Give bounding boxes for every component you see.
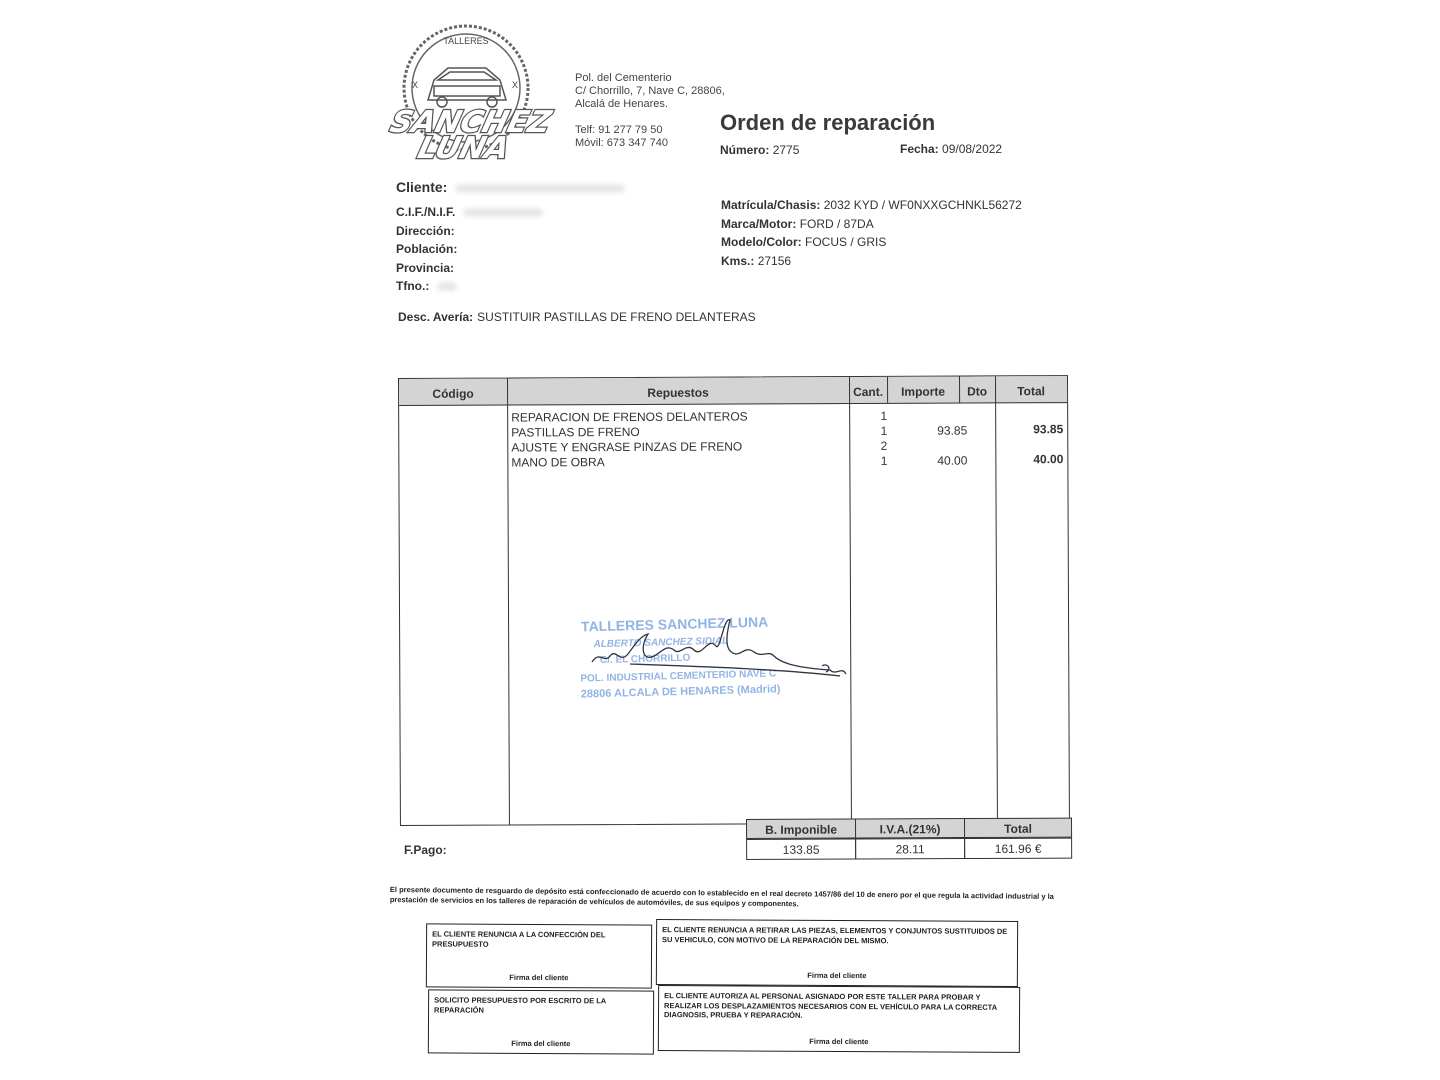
stamp-line: TALLERES SANCHEZ LUNA	[580, 613, 769, 635]
stamp-line: POL. INDUSTRIAL CEMENTERIO NAVE C	[580, 668, 777, 685]
client-label: Cliente:	[396, 179, 625, 195]
vat-value: 28.11	[855, 838, 965, 859]
list-item: AJUSTE Y ENGRASE PINZAS DE FRENO	[511, 439, 743, 455]
svg-text:X: X	[412, 80, 419, 90]
quantity: 1	[880, 423, 888, 438]
consent-box-no-budget	[426, 923, 652, 988]
list-item: REPARACION DE FRENOS DELANTEROS	[511, 409, 748, 425]
client-field: Población:	[396, 242, 458, 256]
line-total: 93.85	[1033, 422, 1064, 437]
total-value: 161.96 €	[964, 838, 1072, 859]
order-number	[720, 143, 799, 157]
address-line: C/ Chorrillo, 7, Nave C, 28806,	[575, 85, 725, 97]
list-item: PASTILLAS DE FRENO	[511, 424, 640, 440]
stamp-line: 28806 ALCALA DE HENARES (Madrid)	[580, 683, 781, 701]
line-totals	[999, 422, 1063, 467]
line-total	[999, 437, 1063, 452]
amount	[909, 439, 967, 454]
legal-notice: El presente documento de resguardo de depósito está confeccionado de acuerdo con lo establecido en el real decreto 1457/86 del 10 de enero por el que regula la actividad industrial y la prestación de servicios en los talleres de reparación de vehículos de automóviles, de sus equipos y componentes.	[389, 885, 1054, 908]
phone: Telf: 91 277 79 50	[575, 124, 663, 136]
logo-line1: SANCHEZ	[386, 105, 555, 140]
base-label: B. Imponible	[746, 819, 856, 839]
consent-text: SOLICITO PRESUPUESTO POR ESCRITO DE LA REPARACIÓN	[434, 995, 606, 1015]
header-importe: Importe	[901, 384, 946, 399]
payment-label: F.Pago:	[404, 843, 447, 857]
items-list	[511, 409, 748, 470]
client-fields	[396, 203, 543, 296]
base-value: 133.85	[746, 839, 856, 860]
header-cant: Cant.	[853, 384, 884, 400]
company-phones	[575, 124, 668, 150]
amount: 93.85	[937, 423, 968, 438]
client-field: Dirección:	[396, 223, 455, 238]
client-field: Provincia:	[396, 260, 455, 275]
address-line: Alcalá de Henares.	[575, 98, 668, 110]
company-address	[575, 72, 725, 111]
vat-label: I.V.A.(21%)	[855, 818, 965, 838]
consent-text: EL CLIENTE AUTORIZA AL PERSONAL ASIGNADO POR ESTE TALLER PARA PROBAR Y REALIZAR LOS DESPLAZAMIENTOS NECESARIOS CON EL VEHÍCULO PARA LA CORRECTA DIAGNOSIS, PRUEBA Y REPARACIÓN.	[663, 991, 997, 1020]
totals-table	[746, 818, 1072, 861]
address-line: Pol. del Cementerio	[575, 72, 672, 84]
amount: 40.00	[937, 453, 968, 468]
logo-text-top: TALLERES	[443, 36, 489, 46]
mobile: Móvil: 673 347 740	[575, 137, 668, 149]
vehicle-info	[721, 196, 1022, 270]
signature-label: Firma del cliente	[809, 1036, 869, 1047]
client-field: Tfno.:	[396, 277, 543, 296]
consent-text: EL CLIENTE RENUNCIA A RETIRAR LAS PIEZAS, ELEMENTOS Y CONJUNTOS SUSTITUIDOS DE SU VEHICULO, CON MOTIVO DE LA REPARACIÓN DEL MISMO.	[662, 925, 1008, 945]
svg-text:X: X	[512, 80, 519, 90]
quantities	[851, 409, 887, 469]
document-title: Orden de reparación	[720, 110, 936, 135]
header-codigo: Código	[432, 386, 474, 401]
client-field: C.I.F./N.I.F.	[396, 203, 543, 222]
header-repuestos: Repuestos	[647, 385, 709, 400]
consent-box-written-budget	[428, 989, 654, 1054]
amounts	[909, 424, 967, 469]
vehicle-kms-row: Kms.: 27156	[721, 253, 792, 268]
consent-text: EL CLIENTE RENUNCIA A LA CONFECCIÓN DEL PRESUPUESTO	[432, 929, 606, 949]
stamp-line: C/. EL CHORRILLO	[599, 652, 691, 667]
quantity: 2	[880, 438, 888, 453]
order-date-value: 09/08/2022	[942, 142, 1003, 156]
vehicle-plate-row: Matrícula/Chasis: 2032 KYD / WF0NXXGCHNKL56272	[721, 198, 1022, 212]
order-number-label: Número:	[720, 143, 770, 157]
car-icon	[428, 68, 506, 107]
company-stamp	[570, 606, 860, 716]
order-date-label: Fecha:	[900, 142, 939, 156]
signature-label: Firma del cliente	[509, 972, 569, 983]
header-dto: Dto	[967, 384, 988, 399]
header-total: Total	[1017, 384, 1045, 399]
quantity: 1	[880, 408, 888, 423]
vehicle-brand-row: Marca/Motor: FORD / 87DA	[721, 216, 874, 231]
order-date	[900, 142, 1002, 156]
line-total: 40.00	[1033, 452, 1064, 467]
consent-box-test-drive	[658, 985, 1020, 1053]
list-item: MANO DE OBRA	[511, 455, 605, 470]
fault-description: Desc. Avería: SUSTITUIR PASTILLAS DE FRENO DELANTERAS	[398, 310, 756, 324]
signature-label: Firma del cliente	[511, 1038, 571, 1049]
company-logo	[376, 22, 556, 172]
total-label: Total	[964, 818, 1072, 838]
vehicle-model-row: Modelo/Color: FOCUS / GRIS	[721, 235, 887, 249]
quantity: 1	[880, 453, 888, 468]
consent-box-parts	[656, 919, 1018, 987]
logo-line2: LUNA	[414, 131, 513, 166]
order-number-value: 2775	[772, 143, 800, 157]
signature-label: Firma del cliente	[807, 970, 867, 981]
stamp-line: ALBERTO SANCHEZ SIDIAL	[593, 635, 729, 651]
repair-items-table	[398, 375, 1070, 826]
